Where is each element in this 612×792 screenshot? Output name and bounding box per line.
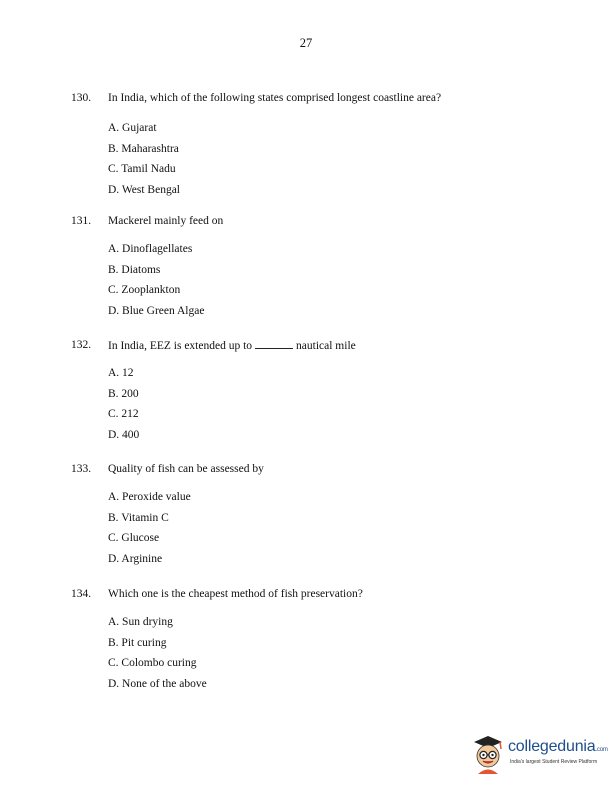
fill-blank [255, 337, 293, 349]
question-132 [71, 337, 571, 448]
question-number: 132. [71, 339, 92, 351]
option-c: C. Colombo curing [108, 657, 197, 670]
option-list [108, 365, 571, 448]
collegedunia-logo [470, 734, 608, 778]
option-b: B. Pit curing [108, 636, 167, 649]
question-134 [71, 586, 571, 697]
option-c: C. Tamil Nadu [108, 163, 176, 176]
option-a: A. Peroxide value [108, 491, 191, 503]
option-d: D. West Bengal [108, 184, 181, 197]
option-c: C. 212 [108, 408, 139, 421]
option-a: A. Gujarat [108, 122, 157, 134]
brand-name: collegedunia.com [508, 738, 608, 755]
option-d: D. 400 [108, 429, 140, 442]
question-text [108, 337, 571, 353]
option-b: B. Diatoms [108, 263, 161, 276]
option-c: C. Zooplankton [108, 284, 181, 297]
question-text-after: nautical mile [296, 340, 356, 352]
option-a: A. Sun drying [108, 616, 173, 628]
question-number: 133. [71, 463, 92, 475]
question-130 [71, 90, 571, 203]
question-number: 130. [71, 92, 92, 104]
brand-tagline: India's largest Student Review Platform [510, 759, 598, 765]
option-c: C. Glucose [108, 532, 160, 545]
option-a: A. Dinoflagellates [108, 243, 193, 255]
question-text: Which one is the cheapest method of fish preservation? [108, 588, 363, 600]
mascot-icon [470, 734, 506, 774]
option-d: D. Arginine [108, 553, 163, 566]
option-list [108, 120, 571, 203]
option-list [108, 489, 571, 572]
option-b: B. Vitamin C [108, 511, 169, 524]
question-number: 131. [71, 215, 92, 227]
page-number: 27 [299, 36, 313, 50]
option-list [108, 241, 571, 324]
option-list [108, 614, 571, 697]
question-131 [71, 213, 571, 324]
option-d: D. None of the above [108, 678, 207, 691]
option-b: B. Maharashtra [108, 142, 179, 155]
option-a: A. 12 [108, 367, 134, 379]
question-text: Mackerel mainly feed on [108, 215, 224, 227]
question-text: Quality of fish can be assessed by [108, 463, 264, 475]
question-133 [71, 461, 571, 572]
question-number: 134. [71, 588, 92, 600]
option-b: B. 200 [108, 387, 139, 400]
question-text-before: In India, EEZ is extended up to [108, 340, 253, 352]
question-text: In India, which of the following states comprised longest coastline area? [108, 92, 442, 104]
option-d: D. Blue Green Algae [108, 305, 205, 318]
